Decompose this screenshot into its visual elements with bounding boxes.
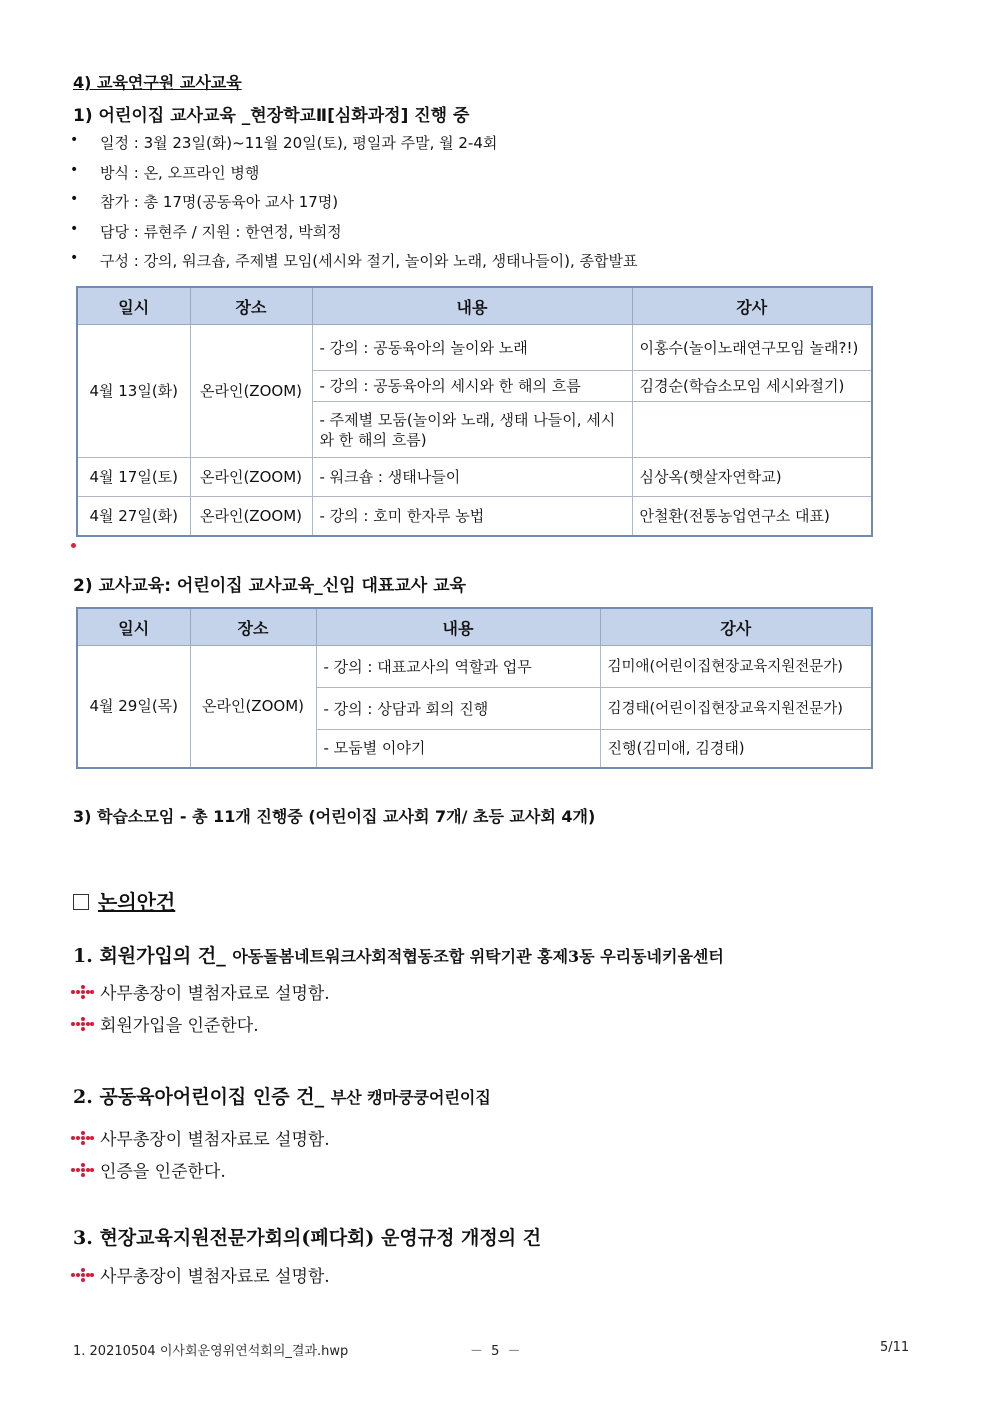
bullet-icon: •: [70, 191, 79, 207]
content-cell: - 강의 : 상담과 회의 진행: [316, 688, 600, 730]
place-cell: 온라인(ZOOM): [190, 325, 312, 458]
dotted-arrow-icon: [70, 1130, 96, 1146]
bullet-item: • 구성 : 강의, 워크숍, 주제별 모임(세시와 절기, 놀이와 노래, 생태나들이), 종합발표: [70, 250, 638, 270]
subsection-1-title: 1) 어린이집 교사교육 _현장학교Ⅱ[심화과정] 진행 중: [73, 106, 470, 126]
header-lecturer: 강사: [632, 287, 872, 325]
table-header-row: [77, 608, 872, 646]
red-dot-marker: [71, 543, 76, 548]
bullet-item: • 담당 : 류현주 / 지원 : 한연정, 박희정: [70, 220, 342, 241]
table-row: [77, 646, 872, 688]
bullet-item: • 참가 : 총 17명(공동육아 교사 17명): [70, 191, 339, 211]
agenda-item-title: 1. 회원가입의 건_ 아동돌봄네트워크사회적협동조합 위탁기관 홍제3동 우리동네키움센터: [73, 945, 724, 967]
content-cell: - 강의 : 공동육아의 세시와 한 해의 흐름: [312, 371, 632, 402]
table-row: [77, 497, 872, 536]
footer-page-number: － 5 －: [470, 1344, 523, 1359]
schedule-table-2: [76, 607, 873, 769]
lecturer-cell: [632, 402, 872, 458]
date-cell: 4월 29일(목): [77, 646, 190, 768]
header-date: 일시: [77, 608, 190, 646]
header-place: 장소: [190, 287, 312, 325]
content-cell: - 강의 : 공동육아의 놀이와 노래: [312, 325, 632, 371]
subsection-2-title: 2) 교사교육: 어린이집 교사교육_신임 대표교사 교육: [73, 576, 466, 596]
section-title: 4) 교육연구원 교사교육: [73, 73, 242, 92]
header-place: 장소: [190, 608, 316, 646]
content-cell: - 모둠별 이야기: [316, 730, 600, 768]
date-cell: 4월 13일(화): [77, 325, 190, 458]
subsection-3-title: 3) 학습소모임 - 총 11개 진행중 (어린이집 교사회 7개/ 초등 교사회 4개): [73, 807, 596, 826]
date-cell: 4월 17일(토): [77, 458, 190, 497]
agenda-item-title: 3. 현장교육지원전문가회의(페다회) 운영규정 개정의 건: [73, 1227, 542, 1249]
agenda-note: 회원가입을 인준한다.: [70, 1011, 259, 1036]
agenda-note: 사무총장이 별첨자료로 설명함.: [70, 1262, 330, 1287]
footer-filename: 1. 20210504 이사회운영위연석회의_결과.hwp: [73, 1344, 349, 1359]
lecturer-cell: 김경태(어린이집현장교육지원전문가): [600, 688, 872, 730]
bullet-icon: •: [70, 132, 79, 148]
bullet-item: • 일정 : 3월 23일(화)~11월 20일(토), 평일과 주말, 월 2-4회: [70, 132, 498, 152]
agenda-note: 사무총장이 별첨자료로 설명함.: [70, 979, 330, 1004]
content-cell: - 강의 : 호미 한자루 농법: [312, 497, 632, 536]
lecturer-cell: 안철환(전통농업연구소 대표): [632, 497, 872, 536]
date-cell: 4월 27일(화): [77, 497, 190, 536]
schedule-table-1: [76, 286, 873, 537]
header-date: 일시: [77, 287, 190, 325]
bullet-item: • 방식 : 온, 오프라인 병행: [70, 161, 260, 182]
bullet-icon: •: [70, 250, 79, 266]
dotted-arrow-icon: [70, 1267, 96, 1283]
lecturer-cell: 심상옥(햇살자연학교): [632, 458, 872, 497]
dotted-arrow-icon: [70, 1016, 96, 1032]
place-cell: 온라인(ZOOM): [190, 458, 312, 497]
discussion-heading: 논의안건: [73, 886, 175, 915]
place-cell: 온라인(ZOOM): [190, 646, 316, 768]
agenda-item-title: 2. 공동육아어린이집 인증 건_ 부산 캥마쿵쿵어린이집: [73, 1086, 491, 1108]
schedule-bullet-list: [70, 132, 637, 280]
bullet-icon: •: [70, 161, 79, 178]
lecturer-cell: 김경순(학습소모임 세시와절기): [632, 371, 872, 402]
agenda-note: 사무총장이 별첨자료로 설명함.: [70, 1125, 330, 1150]
agenda-note: 인증을 인준한다.: [70, 1157, 226, 1182]
header-content: 내용: [312, 287, 632, 325]
header-content: 내용: [316, 608, 600, 646]
place-cell: 온라인(ZOOM): [190, 497, 312, 536]
table-row: [77, 325, 872, 371]
content-cell: - 주제별 모둠(놀이와 노래, 생태 나들이, 세시와 한 해의 흐름): [312, 402, 632, 458]
table-row: [77, 458, 872, 497]
lecturer-cell: 진행(김미애, 김경태): [600, 730, 872, 768]
lecturer-cell: 이홍수(놀이노래연구모임 놀래?!): [632, 325, 872, 371]
checkbox-square-icon: [73, 894, 89, 910]
content-cell: - 강의 : 대표교사의 역할과 업무: [316, 646, 600, 688]
lecturer-cell: 김미애(어린이집현장교육지원전문가): [600, 646, 872, 688]
dotted-arrow-icon: [70, 984, 96, 1000]
dotted-arrow-icon: [70, 1162, 96, 1178]
header-lecturer: 강사: [600, 608, 872, 646]
content-cell: - 워크숍 : 생태나들이: [312, 458, 632, 497]
bullet-icon: •: [70, 220, 79, 237]
footer-page-count: 5/11: [880, 1340, 910, 1355]
table-header-row: [77, 287, 872, 325]
